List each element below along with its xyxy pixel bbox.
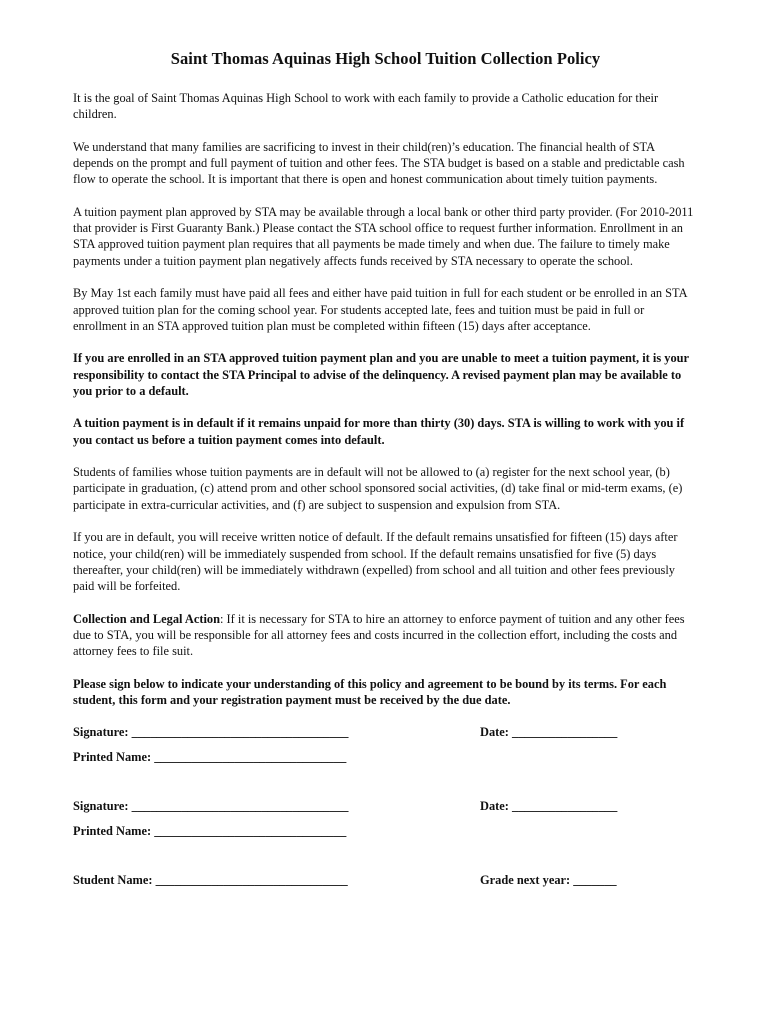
paragraph-default-definition: A tuition payment is in default if it remains unpaid for more than thirty (30) days. STA is willing to work with you if you contact us before a tuition payment comes into default.: [73, 416, 685, 447]
printed-name-field-1[interactable]: Printed Name: _______________________________: [73, 750, 347, 765]
paragraph-may-deadline: By May 1st each family must have paid all fees and either have paid tuition in full for each student or be enrolled in an STA approved tuition plan for the coming school year. For students accepted late, fees and tuition must be paid in full or enrollment in an STA approved tuition plan must be completed within fifteen (15) days after acceptance.: [73, 286, 687, 333]
date-field-1[interactable]: Date: _________________: [480, 725, 618, 740]
sign-instruction: Please sign below to indicate your understanding of this policy and agreement to be bound by its terms. For each student, this form and your registration payment must be received by the due date.: [73, 676, 667, 707]
printed-name-row-2: [73, 823, 698, 839]
student-row: [73, 872, 698, 888]
printed-name-row-1: [73, 749, 698, 765]
paragraph-goal: It is the goal of Saint Thomas Aquinas High School to work with each family to provide a Catholic education for their children.: [73, 91, 659, 122]
printed-name-field-2[interactable]: Printed Name: _______________________________: [73, 824, 347, 839]
grade-next-year-field[interactable]: Grade next year: _______: [480, 873, 617, 888]
signature-field-2[interactable]: Signature: ___________________________________: [73, 799, 349, 814]
paragraph-payment-plan: A tuition payment plan approved by STA may be available through a local bank or other third party provider. (For 2010-2011 that provider is First Guaranty Bank.) Please contact the STA school office to request further information. Enrollment in an STA approved tuition payment plan requires that all payments be made timely and when due. The failure to timely make payments under a tuition payment plan negatively affects funds received by STA necessary to operate the school.: [73, 204, 694, 268]
document-title: Saint Thomas Aquinas High School Tuition Collection Policy: [170, 49, 601, 68]
legal-action-heading: Collection and Legal Action: [73, 611, 220, 626]
legal-action-text: : If it is necessary for STA to hire an attorney to enforce payment of tuition and any other fees due to STA, you will be responsible for all attorney fees and costs incurred in the collection effort, including the costs and attorney fees to file suit.: [73, 611, 685, 659]
paragraph-enrolled-responsibility: If you are enrolled in an STA approved tuition payment plan and you are unable to meet a tuition payment, it is your responsibility to contact the STA Principal to advise of the delinquency. A revised payment plan may be available to you prior to a default.: [73, 351, 689, 398]
student-name-field[interactable]: Student Name: _______________________________: [73, 873, 348, 888]
signature-row-2: [73, 798, 698, 814]
signature-row-1: [73, 724, 698, 740]
paragraph-default-notice: If you are in default, you will receive written notice of default. If the default remains unsatisfied for fifteen (15) days after notice, your child(ren) will be immediately suspended from school. If the default remains unsatisfied for five (5) days thereafter, your child(ren) will be immediately withdrawn (expelled) from school and all tuition and other fees previously paid will be forfeited.: [73, 530, 678, 594]
date-field-2[interactable]: Date: _________________: [480, 799, 618, 814]
paragraph-default-consequences: Students of families whose tuition payments are in default will not be allowed to (a) register for the next school year, (b) participate in graduation, (c) attend prom and other school sponsored social activities, (d) take final or mid-term exams, (e) participate in extra-curricular activities, and (f) are subject to suspension and expulsion from STA.: [73, 465, 683, 512]
paragraph-legal-action: [73, 611, 698, 660]
paragraph-financial-health: We understand that many families are sacrificing to invest in their child(ren)’s education. The financial health of STA depends on the prompt and full payment of tuition and other fees. The STA budget is based on a stable and predictable cash flow to operate the school. It is important that there is open and honest communication about timely tuition payments.: [73, 139, 685, 187]
signature-field-1[interactable]: Signature: ___________________________________: [73, 725, 349, 740]
signature-form: [73, 724, 698, 888]
